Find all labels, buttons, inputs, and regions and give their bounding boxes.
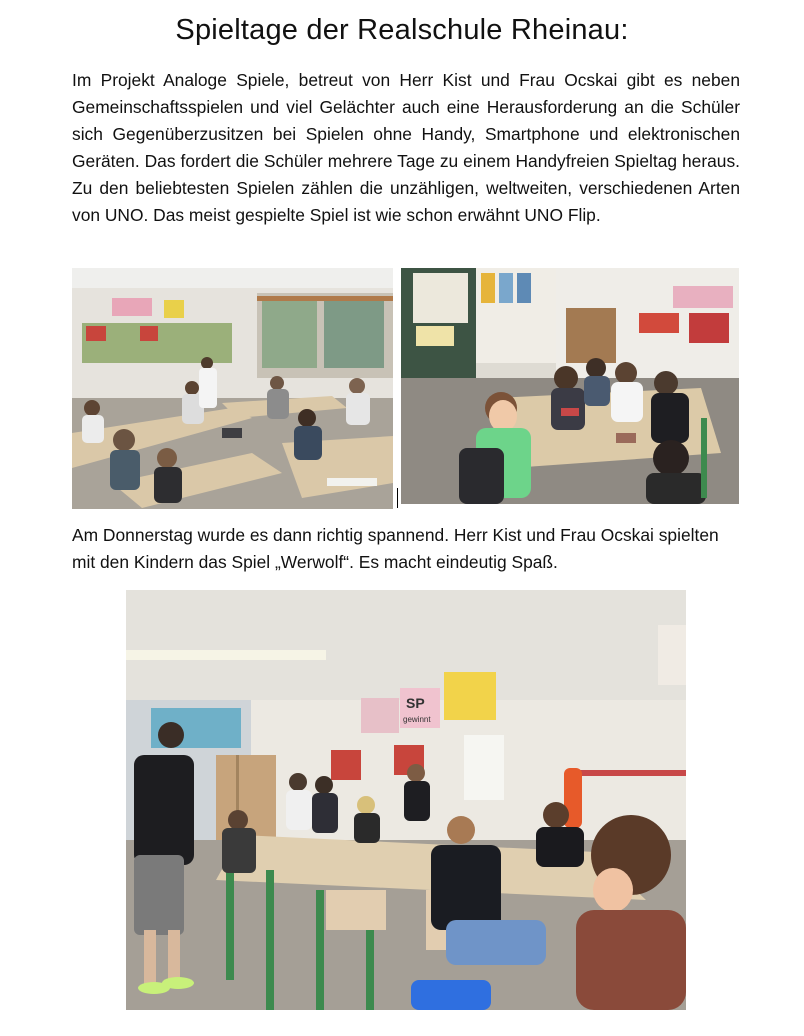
page-title: Spieltage der Realschule Rheinau: [175, 14, 629, 46]
classroom-photo-left [72, 268, 393, 509]
text-cursor [397, 488, 398, 508]
poster-sp-label: SP [406, 695, 425, 711]
poster-sp-sublabel: gewinnt [403, 715, 431, 724]
werwolf-photo [126, 590, 686, 1010]
intro-paragraph: Im Projekt Analoge Spiele, betreut von Herr Kist und Frau Ocskai gibt es neben Gemeinschaftsspielen und viel Gelächter auch eine Herausforderung an die Schüler sich Gegenüberzusitzen bei Spielen ohne Handy, Smartphone und elektronischen Geräten. Das fordert die Schüler mehrere Tage zu einem Handyfreien Spieltag heraus. Zu den beliebtesten Spielen zählen die unzähligen, weltweiten, verschiedenen Arten von UNO. Das meist gespielte Spiel ist wie schon erwähnt UNO Flip. [72, 70, 740, 225]
werwolf-paragraph: Am Donnerstag wurde es dann richtig spannend. Herr Kist und Frau Ocskai spielten mit den Kindern das Spiel „Werwolf“. Es macht eindeutig Spaß. [72, 525, 719, 572]
classroom-photo-right [401, 268, 739, 504]
